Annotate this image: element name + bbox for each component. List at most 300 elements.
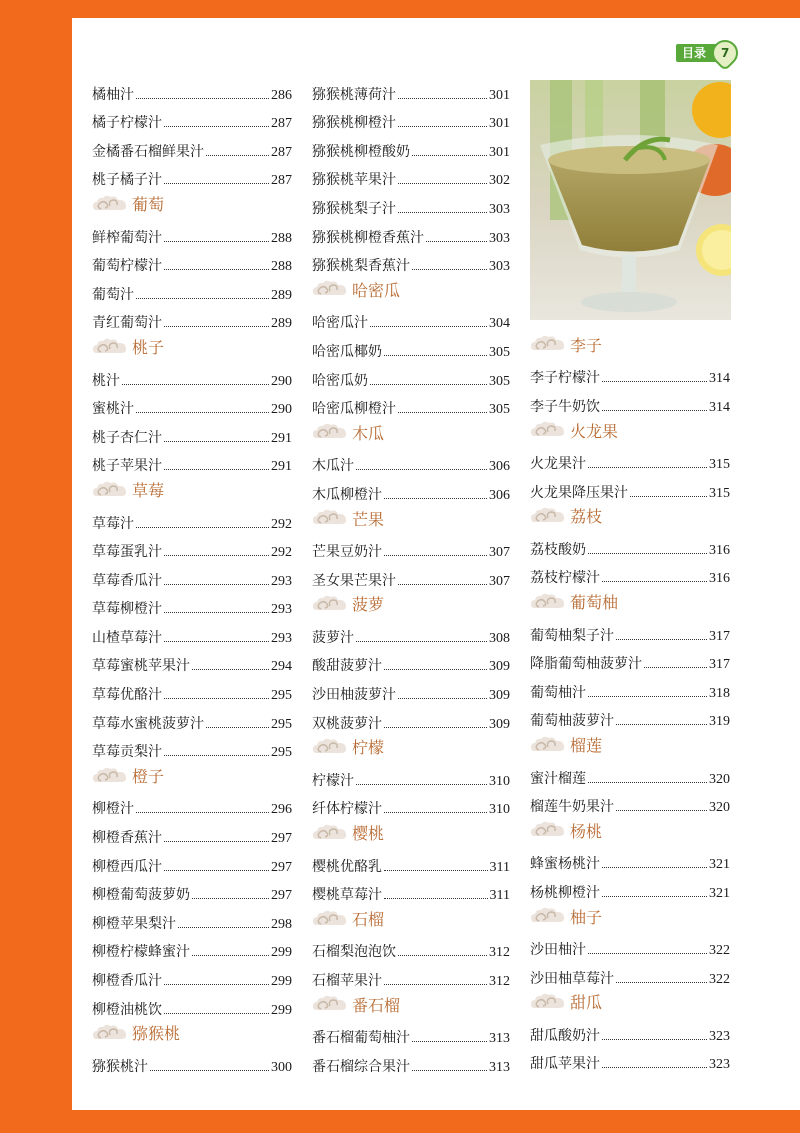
section-heading bbox=[530, 988, 730, 1017]
toc-entry[interactable] bbox=[312, 790, 510, 819]
entry-page-number: 322 bbox=[709, 943, 730, 959]
dot-leader bbox=[384, 984, 487, 985]
section-title: 木瓜 bbox=[352, 423, 385, 443]
dot-leader bbox=[602, 1067, 707, 1068]
toc-entry[interactable] bbox=[530, 845, 730, 874]
entry-page-number: 299 bbox=[271, 974, 292, 989]
dot-leader bbox=[164, 698, 269, 699]
entry-page-number: 301 bbox=[489, 116, 510, 132]
entry-page-number: 317 bbox=[709, 628, 730, 644]
dot-leader bbox=[588, 553, 707, 554]
toc-entry[interactable] bbox=[312, 189, 510, 218]
dot-leader bbox=[206, 155, 269, 156]
toc-entry[interactable] bbox=[92, 390, 292, 419]
toc-entry[interactable] bbox=[92, 504, 292, 533]
entry-title: 杨桃柳橙汁 bbox=[530, 884, 600, 901]
toc-entry[interactable] bbox=[312, 218, 510, 247]
dot-leader bbox=[616, 639, 707, 640]
dot-leader bbox=[384, 355, 487, 356]
section-title: 菠萝 bbox=[352, 595, 385, 615]
entry-page-number: 295 bbox=[271, 716, 292, 732]
toc-entry[interactable] bbox=[312, 933, 510, 962]
toc-entry[interactable] bbox=[92, 961, 292, 990]
dot-leader bbox=[616, 810, 707, 811]
cloud-swirl-icon bbox=[92, 766, 128, 786]
toc-entry[interactable] bbox=[312, 161, 510, 190]
dot-leader bbox=[602, 1039, 707, 1040]
section-title: 火龙果 bbox=[570, 421, 619, 441]
dot-leader bbox=[164, 555, 269, 556]
cloud-swirl-icon bbox=[92, 194, 128, 214]
entry-title: 李子牛奶饮 bbox=[530, 398, 600, 415]
entry-page-number: 295 bbox=[271, 745, 292, 761]
entry-title: 哈密瓜柳橙汁 bbox=[312, 401, 396, 418]
entry-title: 圣女果芒果汁 bbox=[312, 572, 396, 589]
section-title: 葡萄柚 bbox=[570, 593, 619, 613]
entry-page-number: 291 bbox=[271, 459, 292, 475]
section-heading bbox=[312, 275, 510, 304]
toc-entry[interactable] bbox=[92, 361, 292, 390]
entry-title: 草莓优酪汁 bbox=[92, 687, 162, 704]
toc-entry[interactable] bbox=[530, 1016, 730, 1045]
entry-page-number: 291 bbox=[271, 430, 292, 446]
entry-title: 猕猴桃梨子汁 bbox=[312, 200, 396, 217]
dot-leader bbox=[616, 724, 707, 725]
entry-page-number: 307 bbox=[489, 573, 510, 589]
section-title: 芒果 bbox=[352, 509, 385, 529]
entry-title: 番石榴葡萄柚汁 bbox=[312, 1030, 410, 1047]
section-heading bbox=[530, 416, 730, 445]
entry-page-number: 308 bbox=[489, 630, 510, 646]
section-heading bbox=[312, 590, 510, 619]
dot-leader bbox=[122, 384, 269, 385]
entry-title: 猕猴桃梨香蕉汁 bbox=[312, 258, 410, 275]
toc-entry[interactable] bbox=[530, 873, 730, 902]
entry-page-number: 298 bbox=[271, 916, 292, 932]
dot-leader bbox=[136, 812, 269, 813]
toc-entry[interactable] bbox=[92, 104, 292, 133]
dot-leader bbox=[136, 412, 269, 413]
entry-title: 石榴苹果汁 bbox=[312, 973, 382, 989]
entry-page-number: 303 bbox=[489, 259, 510, 275]
entry-page-number: 305 bbox=[489, 373, 510, 389]
section-heading bbox=[530, 816, 730, 845]
entry-title: 葡萄柚菠萝汁 bbox=[530, 713, 614, 730]
section-title: 草莓 bbox=[132, 481, 165, 501]
entry-title: 酸甜菠萝汁 bbox=[312, 658, 382, 675]
section-title: 荔枝 bbox=[570, 507, 603, 527]
toc-entry[interactable] bbox=[312, 847, 510, 876]
entry-page-number: 303 bbox=[489, 201, 510, 217]
dot-leader bbox=[412, 1041, 487, 1042]
toc-entry[interactable] bbox=[530, 702, 730, 731]
dot-leader bbox=[178, 927, 269, 928]
toc-entry[interactable] bbox=[312, 1019, 510, 1048]
section-title: 石榴 bbox=[352, 910, 385, 930]
toc-entry[interactable] bbox=[312, 647, 510, 676]
dot-leader bbox=[192, 669, 269, 670]
section-title: 哈密瓜 bbox=[352, 280, 401, 300]
section-heading bbox=[530, 502, 730, 531]
dot-leader bbox=[384, 498, 487, 499]
entry-page-number: 322 bbox=[709, 971, 730, 987]
cloud-swirl-icon bbox=[312, 279, 348, 299]
entry-title: 火龙果汁 bbox=[530, 455, 586, 472]
toc-entry[interactable] bbox=[92, 904, 292, 933]
toc-entry[interactable] bbox=[92, 561, 292, 590]
toc-entry[interactable] bbox=[92, 675, 292, 704]
entry-page-number: 305 bbox=[489, 344, 510, 360]
section-heading bbox=[92, 475, 292, 504]
dot-leader bbox=[602, 867, 707, 868]
dot-leader bbox=[150, 1070, 269, 1071]
entry-page-number: 288 bbox=[271, 259, 292, 275]
entry-page-number: 319 bbox=[709, 714, 730, 730]
entry-page-number: 296 bbox=[271, 802, 292, 818]
dot-leader bbox=[136, 527, 269, 528]
entry-title: 草莓水蜜桃菠萝汁 bbox=[92, 715, 204, 732]
cloud-swirl-icon bbox=[530, 592, 566, 612]
entry-page-number: 290 bbox=[271, 402, 292, 418]
section-heading bbox=[530, 330, 730, 359]
entry-page-number: 312 bbox=[489, 945, 510, 961]
entry-page-number: 304 bbox=[489, 316, 510, 332]
section-heading bbox=[312, 504, 510, 533]
section-heading bbox=[530, 902, 730, 931]
toc-entry[interactable] bbox=[312, 618, 510, 647]
dot-leader bbox=[164, 612, 269, 613]
entry-page-number: 294 bbox=[271, 659, 292, 675]
entry-page-number: 302 bbox=[489, 173, 510, 189]
cloud-swirl-icon bbox=[312, 737, 348, 757]
toc-entry[interactable] bbox=[530, 559, 730, 588]
dot-leader bbox=[164, 469, 269, 470]
entry-title: 草莓汁 bbox=[92, 515, 134, 532]
toc-entry[interactable] bbox=[312, 561, 510, 590]
dot-leader bbox=[136, 98, 269, 99]
entry-page-number: 293 bbox=[271, 573, 292, 589]
dot-leader bbox=[164, 183, 269, 184]
entry-title: 猕猴桃薄荷汁 bbox=[312, 86, 396, 103]
entry-title: 草莓柳橙汁 bbox=[92, 601, 162, 618]
toc-entry[interactable] bbox=[92, 132, 292, 161]
toc-column-3 bbox=[530, 330, 730, 1073]
toc-entry[interactable] bbox=[92, 304, 292, 333]
toc-entry[interactable] bbox=[92, 818, 292, 847]
entry-title: 哈密瓜椰奶 bbox=[312, 343, 382, 360]
entry-page-number: 311 bbox=[489, 888, 510, 904]
entry-title: 沙田柚汁 bbox=[530, 942, 586, 959]
cloud-swirl-icon bbox=[312, 909, 348, 929]
section-heading bbox=[92, 761, 292, 790]
toc-entry[interactable] bbox=[92, 733, 292, 762]
entry-page-number: 289 bbox=[271, 287, 292, 303]
toc-entry[interactable] bbox=[530, 759, 730, 788]
toc-entry[interactable] bbox=[92, 647, 292, 676]
entry-title: 蜂蜜杨桃汁 bbox=[530, 856, 600, 873]
entry-title: 猕猴桃柳橙酸奶 bbox=[312, 143, 410, 160]
toc-entry[interactable] bbox=[92, 876, 292, 905]
cloud-swirl-icon bbox=[92, 1023, 128, 1043]
entry-title: 猕猴桃柳橙香蕉汁 bbox=[312, 229, 424, 246]
section-title: 甜瓜 bbox=[570, 993, 603, 1013]
entry-title: 柳橙柠檬蜂蜜汁 bbox=[92, 944, 190, 961]
dot-leader bbox=[164, 126, 269, 127]
toc-entry[interactable] bbox=[92, 847, 292, 876]
toc-entry[interactable] bbox=[92, 704, 292, 733]
entry-page-number: 299 bbox=[271, 1002, 292, 1018]
toc-entry[interactable] bbox=[530, 616, 730, 645]
entry-page-number: 306 bbox=[489, 459, 510, 475]
dot-leader bbox=[164, 755, 269, 756]
entry-title: 猕猴桃柳橙汁 bbox=[312, 115, 396, 132]
entry-title: 猕猴桃汁 bbox=[92, 1058, 148, 1075]
section-heading bbox=[312, 904, 510, 933]
toc-entry[interactable] bbox=[530, 959, 730, 988]
toc-entry[interactable] bbox=[312, 390, 510, 419]
entry-page-number: 287 bbox=[271, 173, 292, 189]
dot-leader bbox=[384, 812, 487, 813]
toc-entry[interactable] bbox=[92, 418, 292, 447]
toc-entry[interactable] bbox=[312, 75, 510, 104]
dot-leader bbox=[588, 953, 707, 954]
dot-leader bbox=[384, 727, 487, 728]
dot-leader bbox=[356, 641, 487, 642]
toc-entry[interactable] bbox=[312, 332, 510, 361]
entry-title: 纤体柠檬汁 bbox=[312, 801, 382, 818]
toc-entry[interactable] bbox=[92, 1047, 292, 1076]
page-number: 7 bbox=[720, 46, 730, 61]
entry-page-number: 288 bbox=[271, 230, 292, 246]
dot-leader bbox=[412, 1070, 487, 1071]
entry-title: 草莓香瓜汁 bbox=[92, 572, 162, 589]
dot-leader bbox=[370, 384, 487, 385]
entry-page-number: 297 bbox=[271, 859, 292, 875]
cloud-swirl-icon bbox=[530, 334, 566, 354]
cloud-swirl-icon bbox=[92, 480, 128, 500]
entry-title: 蜜汁榴莲 bbox=[530, 770, 586, 787]
dot-leader bbox=[602, 896, 707, 897]
toc-entry[interactable] bbox=[312, 247, 510, 276]
section-title: 葡萄 bbox=[132, 195, 165, 215]
entry-page-number: 307 bbox=[489, 545, 510, 561]
entry-title: 猕猴桃苹果汁 bbox=[312, 172, 396, 189]
entry-page-number: 320 bbox=[709, 800, 730, 816]
toc-entry[interactable] bbox=[92, 447, 292, 476]
entry-page-number: 316 bbox=[709, 571, 730, 587]
toc-entry[interactable] bbox=[312, 533, 510, 562]
toc-entry[interactable] bbox=[92, 218, 292, 247]
entry-page-number: 289 bbox=[271, 316, 292, 332]
toc-entry[interactable] bbox=[92, 75, 292, 104]
toc-entry[interactable] bbox=[312, 361, 510, 390]
toc-entry[interactable] bbox=[530, 473, 730, 502]
entry-page-number: 306 bbox=[489, 487, 510, 503]
dot-leader bbox=[356, 469, 487, 470]
dot-leader bbox=[616, 982, 707, 983]
toc-entry[interactable] bbox=[92, 790, 292, 819]
section-title: 柠檬 bbox=[352, 738, 385, 758]
entry-title: 樱桃草莓汁 bbox=[312, 887, 382, 904]
dot-leader bbox=[412, 269, 487, 270]
toc-entry[interactable] bbox=[312, 961, 510, 990]
entry-page-number: 293 bbox=[271, 602, 292, 618]
toc-entry[interactable] bbox=[312, 447, 510, 476]
toc-entry[interactable] bbox=[92, 590, 292, 619]
toc-entry[interactable] bbox=[312, 475, 510, 504]
dot-leader bbox=[602, 381, 707, 382]
dot-leader bbox=[164, 441, 269, 442]
toc-entry[interactable] bbox=[530, 788, 730, 817]
section-title: 榴莲 bbox=[570, 736, 603, 756]
dot-leader bbox=[164, 984, 269, 985]
dot-leader bbox=[356, 784, 487, 785]
cloud-swirl-icon bbox=[312, 422, 348, 442]
entry-title: 甜瓜酸奶汁 bbox=[530, 1027, 600, 1044]
toc-entry[interactable] bbox=[92, 933, 292, 962]
toc-entry[interactable] bbox=[530, 359, 730, 388]
toc-entry[interactable] bbox=[530, 930, 730, 959]
dot-leader bbox=[206, 727, 269, 728]
toc-entry[interactable] bbox=[530, 1045, 730, 1074]
dot-leader bbox=[192, 955, 269, 956]
toc-entry[interactable] bbox=[92, 275, 292, 304]
entry-title: 木瓜柳橙汁 bbox=[312, 486, 382, 503]
entry-title: 葡萄汁 bbox=[92, 286, 134, 303]
dot-leader bbox=[426, 241, 487, 242]
toc-entry[interactable] bbox=[530, 645, 730, 674]
dot-leader bbox=[164, 870, 269, 871]
entry-title: 草莓蛋乳汁 bbox=[92, 544, 162, 561]
entry-title: 柳橙香瓜汁 bbox=[92, 973, 162, 989]
entry-page-number: 292 bbox=[271, 545, 292, 561]
toc-entry[interactable] bbox=[92, 990, 292, 1019]
cloud-swirl-icon bbox=[312, 994, 348, 1014]
toc-entry[interactable] bbox=[530, 387, 730, 416]
entry-title: 荔枝酸奶 bbox=[530, 541, 586, 558]
entry-page-number: 295 bbox=[271, 688, 292, 704]
entry-title: 哈密瓜奶 bbox=[312, 372, 368, 389]
dot-leader bbox=[384, 669, 487, 670]
entry-title: 榴莲牛奶果汁 bbox=[530, 799, 614, 816]
section-heading bbox=[312, 733, 510, 762]
entry-page-number: 315 bbox=[709, 485, 730, 501]
entry-title: 石榴梨泡泡饮 bbox=[312, 944, 396, 961]
toc-entry[interactable] bbox=[92, 618, 292, 647]
entry-page-number: 301 bbox=[489, 87, 510, 103]
dot-leader bbox=[164, 1013, 269, 1014]
toc-entry[interactable] bbox=[312, 675, 510, 704]
toc-entry[interactable] bbox=[92, 247, 292, 276]
entry-title: 葡萄柚汁 bbox=[530, 684, 586, 701]
entry-title: 桃子苹果汁 bbox=[92, 458, 162, 475]
entry-title: 哈密瓜汁 bbox=[312, 315, 368, 332]
dot-leader bbox=[398, 412, 487, 413]
dot-leader bbox=[398, 698, 487, 699]
entry-page-number: 315 bbox=[709, 456, 730, 472]
toc-entry[interactable] bbox=[92, 533, 292, 562]
toc-entry[interactable] bbox=[312, 1047, 510, 1076]
dot-leader bbox=[398, 98, 487, 99]
toc-column-1 bbox=[92, 75, 292, 1076]
entry-page-number: 312 bbox=[489, 974, 510, 989]
entry-page-number: 317 bbox=[709, 657, 730, 673]
section-heading bbox=[312, 418, 510, 447]
dot-leader bbox=[398, 126, 487, 127]
dot-leader bbox=[398, 183, 487, 184]
dot-leader bbox=[164, 641, 269, 642]
dot-leader bbox=[136, 298, 269, 299]
cloud-swirl-icon bbox=[530, 992, 566, 1012]
toc-entry[interactable] bbox=[530, 530, 730, 559]
entry-title: 李子柠檬汁 bbox=[530, 370, 600, 387]
cloud-swirl-icon bbox=[312, 823, 348, 843]
entry-page-number: 301 bbox=[489, 144, 510, 160]
entry-page-number: 293 bbox=[271, 630, 292, 646]
entry-title: 番石榴综合果汁 bbox=[312, 1058, 410, 1075]
cloud-swirl-icon bbox=[530, 506, 566, 526]
entry-title: 蜜桃汁 bbox=[92, 401, 134, 418]
section-heading bbox=[312, 990, 510, 1019]
entry-page-number: 310 bbox=[489, 773, 510, 789]
dot-leader bbox=[164, 326, 269, 327]
entry-page-number: 299 bbox=[271, 945, 292, 961]
toc-entry[interactable] bbox=[312, 304, 510, 333]
dot-leader bbox=[164, 584, 269, 585]
entry-page-number: 287 bbox=[271, 116, 292, 132]
header-label: 目录 bbox=[676, 44, 718, 62]
entry-title: 橘柚汁 bbox=[92, 86, 134, 103]
page-header bbox=[676, 42, 738, 64]
section-heading bbox=[312, 818, 510, 847]
page-number-badge bbox=[707, 35, 744, 72]
entry-title: 草莓贡梨汁 bbox=[92, 744, 162, 761]
toc-entry[interactable] bbox=[530, 673, 730, 702]
entry-title: 柳橙香蕉汁 bbox=[92, 830, 162, 847]
entry-title: 双桃菠萝汁 bbox=[312, 715, 382, 732]
entry-page-number: 323 bbox=[709, 1057, 730, 1073]
toc-page bbox=[72, 18, 800, 1110]
entry-page-number: 300 bbox=[271, 1059, 292, 1075]
cloud-swirl-icon bbox=[530, 735, 566, 755]
entry-title: 沙田柚菠萝汁 bbox=[312, 687, 396, 704]
section-heading bbox=[530, 587, 730, 616]
entry-page-number: 323 bbox=[709, 1028, 730, 1044]
toc-entry[interactable] bbox=[530, 444, 730, 473]
entry-page-number: 313 bbox=[489, 1031, 510, 1047]
section-title: 樱桃 bbox=[352, 824, 385, 844]
entry-title: 葡萄柠檬汁 bbox=[92, 258, 162, 275]
toc-entry[interactable] bbox=[312, 876, 510, 905]
toc-entry[interactable] bbox=[92, 161, 292, 190]
entry-page-number: 318 bbox=[709, 685, 730, 701]
toc-column-2 bbox=[312, 75, 510, 1076]
entry-page-number: 309 bbox=[489, 659, 510, 675]
toc-entry[interactable] bbox=[312, 132, 510, 161]
dot-leader bbox=[398, 955, 487, 956]
section-title: 柚子 bbox=[570, 907, 603, 927]
toc-entry[interactable] bbox=[312, 704, 510, 733]
section-title: 李子 bbox=[570, 335, 603, 355]
entry-title: 葡萄柚梨子汁 bbox=[530, 627, 614, 644]
entry-page-number: 303 bbox=[489, 230, 510, 246]
toc-entry[interactable] bbox=[312, 761, 510, 790]
cloud-swirl-icon bbox=[530, 820, 566, 840]
cloud-swirl-icon bbox=[530, 906, 566, 926]
dot-leader bbox=[164, 269, 269, 270]
toc-entry[interactable] bbox=[312, 104, 510, 133]
entry-page-number: 314 bbox=[709, 399, 730, 415]
